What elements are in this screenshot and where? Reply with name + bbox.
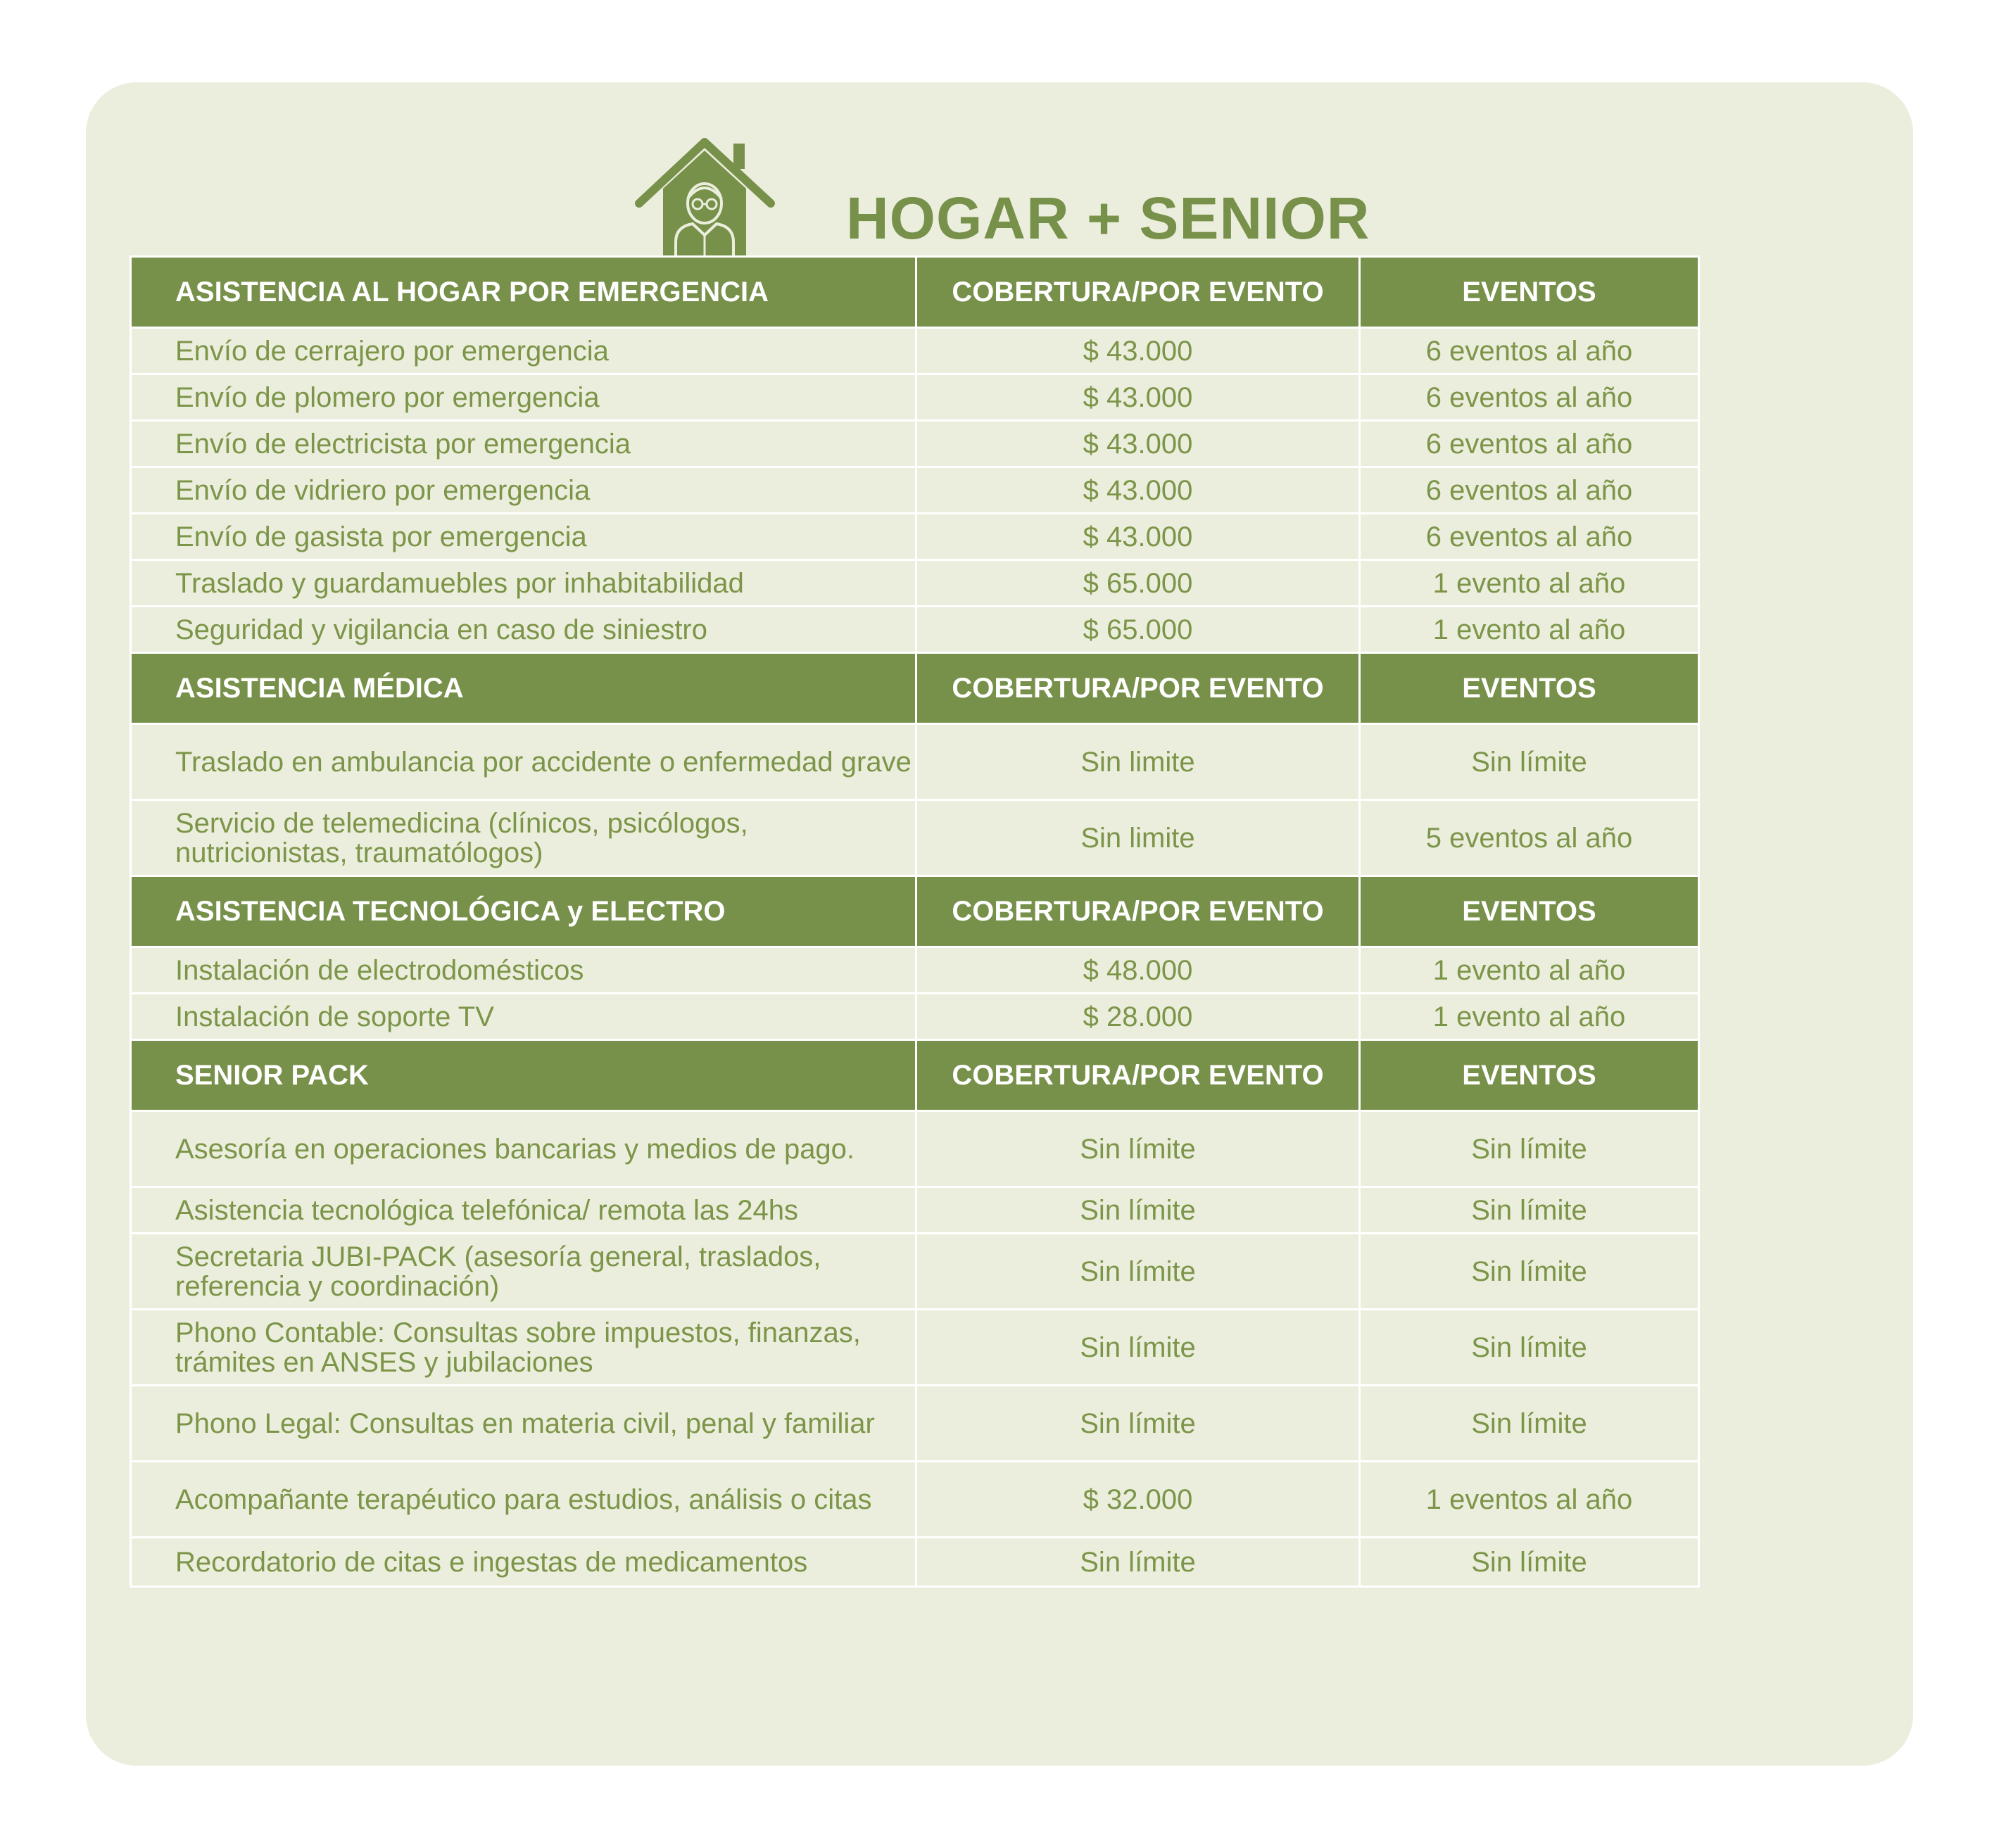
service-name: Asistencia tecnológica telefónica/ remota las 24hs <box>131 1187 916 1234</box>
service-name: Envío de vidriero por emergencia <box>131 467 916 514</box>
table-row <box>131 1386 1699 1462</box>
events-value: 1 evento al año <box>1360 994 1699 1040</box>
service-name: Secretaria JUBI-PACK (asesoría general, traslados, referencia y coordinación) <box>131 1234 916 1310</box>
coverage-value: $ 43.000 <box>916 514 1360 560</box>
events-value: 1 evento al año <box>1360 607 1699 653</box>
table-row <box>131 1234 1699 1310</box>
services-table <box>130 255 1700 1588</box>
coverage-value: Sin límite <box>916 1187 1360 1234</box>
table-row <box>131 1111 1699 1187</box>
coverage-value: Sin límite <box>916 1386 1360 1462</box>
section-header-emergency <box>131 257 1699 328</box>
service-name: Instalación de electrodomésticos <box>131 947 916 994</box>
events-value: Sin límite <box>1360 1538 1699 1587</box>
coverage-value: Sin límite <box>916 1111 1360 1187</box>
coverage-value: Sin límite <box>916 1234 1360 1310</box>
events-value: Sin límite <box>1360 724 1699 800</box>
events-value: 6 eventos al año <box>1360 374 1699 421</box>
section-title: ASISTENCIA TECNOLÓGICA y ELECTRO <box>131 876 916 947</box>
section-header-senior-pack <box>131 1040 1699 1111</box>
coverage-value: $ 43.000 <box>916 421 1360 467</box>
table-row <box>131 1538 1699 1587</box>
table-row <box>131 328 1699 374</box>
table-row <box>131 724 1699 800</box>
table-row <box>131 514 1699 560</box>
events-value: 1 eventos al año <box>1360 1462 1699 1538</box>
service-name: Servicio de telemedicina (clínicos, psicólogos, nutricionistas, traumatólogos) <box>131 800 916 876</box>
section-header-medical <box>131 653 1699 724</box>
table-row <box>131 1310 1699 1386</box>
section-title: ASISTENCIA AL HOGAR POR EMERGENCIA <box>131 257 916 328</box>
events-value: Sin límite <box>1360 1310 1699 1386</box>
table-row <box>131 607 1699 653</box>
coverage-value: $ 48.000 <box>916 947 1360 994</box>
table-row <box>131 1462 1699 1538</box>
column-header-events: EVENTOS <box>1360 1040 1699 1111</box>
service-name: Recordatorio de citas e ingestas de medicamentos <box>131 1538 916 1587</box>
table-row <box>131 374 1699 421</box>
table-row <box>131 800 1699 876</box>
column-header-coverage: COBERTURA/POR EVENTO <box>916 876 1360 947</box>
coverage-value: Sin limite <box>916 800 1360 876</box>
coverage-value: $ 32.000 <box>916 1462 1360 1538</box>
table-row <box>131 994 1699 1040</box>
events-value: 1 evento al año <box>1360 560 1699 607</box>
table-row <box>131 560 1699 607</box>
events-value: Sin límite <box>1360 1386 1699 1462</box>
events-value: Sin límite <box>1360 1111 1699 1187</box>
service-name: Envío de cerrajero por emergencia <box>131 328 916 374</box>
section-header-tech <box>131 876 1699 947</box>
service-name: Seguridad y vigilancia en caso de siniestro <box>131 607 916 653</box>
events-value: 6 eventos al año <box>1360 421 1699 467</box>
service-name: Instalación de soporte TV <box>131 994 916 1040</box>
service-name: Phono Legal: Consultas en materia civil, penal y familiar <box>131 1386 916 1462</box>
service-name: Acompañante terapéutico para estudios, análisis o citas <box>131 1462 916 1538</box>
service-name: Traslado en ambulancia por accidente o enfermedad grave <box>131 724 916 800</box>
column-header-events: EVENTOS <box>1360 257 1699 328</box>
coverage-value: $ 28.000 <box>916 994 1360 1040</box>
section-title: SENIOR PACK <box>131 1040 916 1111</box>
page-title: HOGAR + SENIOR <box>846 185 1370 251</box>
column-header-coverage: COBERTURA/POR EVENTO <box>916 1040 1360 1111</box>
coverage-value: $ 43.000 <box>916 328 1360 374</box>
events-value: 1 evento al año <box>1360 947 1699 994</box>
coverage-value: Sin limite <box>916 724 1360 800</box>
service-name: Asesoría en operaciones bancarias y medios de pago. <box>131 1111 916 1187</box>
events-value: 6 eventos al año <box>1360 514 1699 560</box>
coverage-value: Sin límite <box>916 1538 1360 1587</box>
coverage-value: $ 65.000 <box>916 607 1360 653</box>
service-name: Envío de gasista por emergencia <box>131 514 916 560</box>
column-header-coverage: COBERTURA/POR EVENTO <box>916 653 1360 724</box>
service-name: Traslado y guardamuebles por inhabitabilidad <box>131 560 916 607</box>
column-header-events: EVENTOS <box>1360 653 1699 724</box>
events-value: 5 eventos al año <box>1360 800 1699 876</box>
coverage-value: Sin límite <box>916 1310 1360 1386</box>
service-name: Phono Contable: Consultas sobre impuestos, finanzas, trámites en ANSES y jubilaciones <box>131 1310 916 1386</box>
service-name: Envío de plomero por emergencia <box>131 374 916 421</box>
column-header-coverage: COBERTURA/POR EVENTO <box>916 257 1360 328</box>
coverage-value: $ 43.000 <box>916 374 1360 421</box>
events-value: Sin límite <box>1360 1234 1699 1310</box>
service-name: Envío de electricista por emergencia <box>131 421 916 467</box>
table-row <box>131 467 1699 514</box>
table-row <box>131 1187 1699 1234</box>
events-value: Sin límite <box>1360 1187 1699 1234</box>
table-row <box>131 421 1699 467</box>
table-row <box>131 947 1699 994</box>
coverage-value: $ 43.000 <box>916 467 1360 514</box>
column-header-events: EVENTOS <box>1360 876 1699 947</box>
section-title: ASISTENCIA MÉDICA <box>131 653 916 724</box>
events-value: 6 eventos al año <box>1360 328 1699 374</box>
events-value: 6 eventos al año <box>1360 467 1699 514</box>
coverage-value: $ 65.000 <box>916 560 1360 607</box>
